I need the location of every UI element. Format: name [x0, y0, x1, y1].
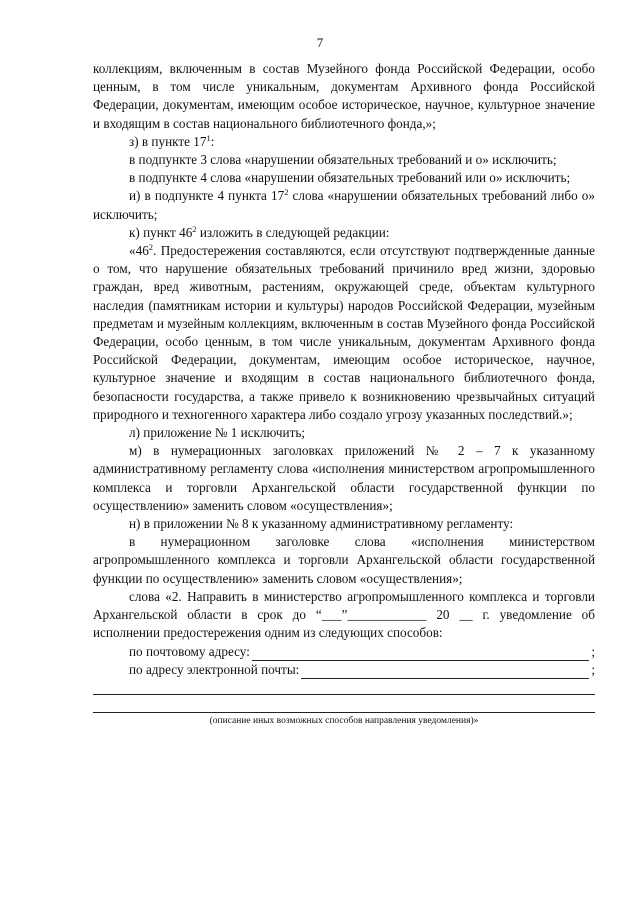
- item-k-text: к) пункт 46: [129, 224, 193, 240]
- email-address-blank: [301, 665, 589, 679]
- page-number: 7: [316, 35, 324, 50]
- postal-address-label: по почтовому адресу:: [129, 643, 250, 659]
- item-l: л) приложение № 1 исключить;: [129, 425, 306, 441]
- item-m: м) в нумерационных заголовках приложений № 2 – 7 к указанному административному регламенту слова «исполнения министерством агропромышленного комплекса и торговли Архангельской области государственной функции по осуществлению» заменить словом «осуществления»;: [93, 443, 595, 513]
- item-z-sub3: в подпункте 3 слова «нарушении обязательных требований и о» исключить;: [129, 152, 557, 168]
- item-z-sup: 1: [206, 132, 211, 143]
- item-z-sub4: в подпункте 4 слова «нарушении обязательных требований или о» исключить;: [129, 170, 571, 186]
- postal-address-row: [93, 643, 595, 661]
- postal-address-blank: [252, 647, 589, 661]
- quote-sup: 2: [148, 242, 154, 253]
- item-k-tail: изложить в следующей редакции:: [196, 224, 390, 240]
- item-i-tail: слова «нарушении обязательных требований либо о» исключить;: [93, 188, 595, 222]
- email-address-row: [93, 661, 595, 679]
- item-n: н) в приложении № 8 к указанному административному регламенту:: [129, 516, 514, 532]
- quote-text: . Предостережения составляются, если отсутствуют подтвержденные данные о том, что нарушение обязательных требований причинило вред жизни, здоровью граждан, вред животным, растениям, окружающей среде, объектам культурного наследия (памятникам истории и культуры) народов Российской Федерации, музейным предметам и музейным коллекциям, включенным в состав Музейного фонда Российской Федерации, особо ценным, в том числе уникальным, документам Архивного фонда Российской Федерации, документам, имеющим особое историческое, научное, культурное значение и входящим в состав национального библиотечного фонда, безопасности государства, а также привело к возникновению чрезвычайных ситуаций природного и техногенного характера либо создало угрозу указанных последствий.»;: [93, 243, 595, 422]
- item-i-text: и) в подпункте 4 пункта 17: [129, 188, 285, 204]
- quote-number: «46: [129, 243, 149, 259]
- item-n-sub1: в нумерационном заголовке слова «исполнения министерством агропромышленного комплекса и торговли Архангельской области государственной функции по осуществлению» заменить словом «осуществления»;: [93, 534, 595, 586]
- item-z: [93, 133, 595, 151]
- blank-line-1: [93, 683, 595, 695]
- item-n-sub2: слова «2. Направить в министерство агропромышленного комплекса и торговли Архангельской области в срок до “___”____________ 20 __ г. уведомление об исполнении предостережения одним из следующих способов:: [93, 588, 595, 641]
- item-z-tail: :: [210, 133, 215, 149]
- document-body: [93, 60, 595, 727]
- item-z-text: з) в пункте 17: [129, 133, 207, 149]
- item-k: [93, 224, 595, 242]
- item-i-sup: 2: [284, 187, 289, 198]
- quoted-paragraph-46-2: [93, 242, 595, 424]
- item-k-sup: 2: [192, 223, 197, 234]
- paragraph-collections: коллекциям, включенным в состав Музейного фонда Российской Федерации, особо ценным, в том числе уникальным, документам Архивного фонда Российской Федерации, документам, имеющим особое историческое, научное, культурное значение и входящим в состав национального библиотечного фонда,»;: [93, 61, 595, 131]
- blank-line-caption: (описание иных возможных способов направления уведомления)»: [209, 715, 479, 726]
- email-address-label: по адресу электронной почты:: [129, 661, 300, 677]
- email-address-end: ;: [591, 661, 595, 677]
- postal-address-end: ;: [591, 643, 595, 659]
- item-i: [93, 187, 595, 223]
- blank-line-2: [93, 701, 595, 713]
